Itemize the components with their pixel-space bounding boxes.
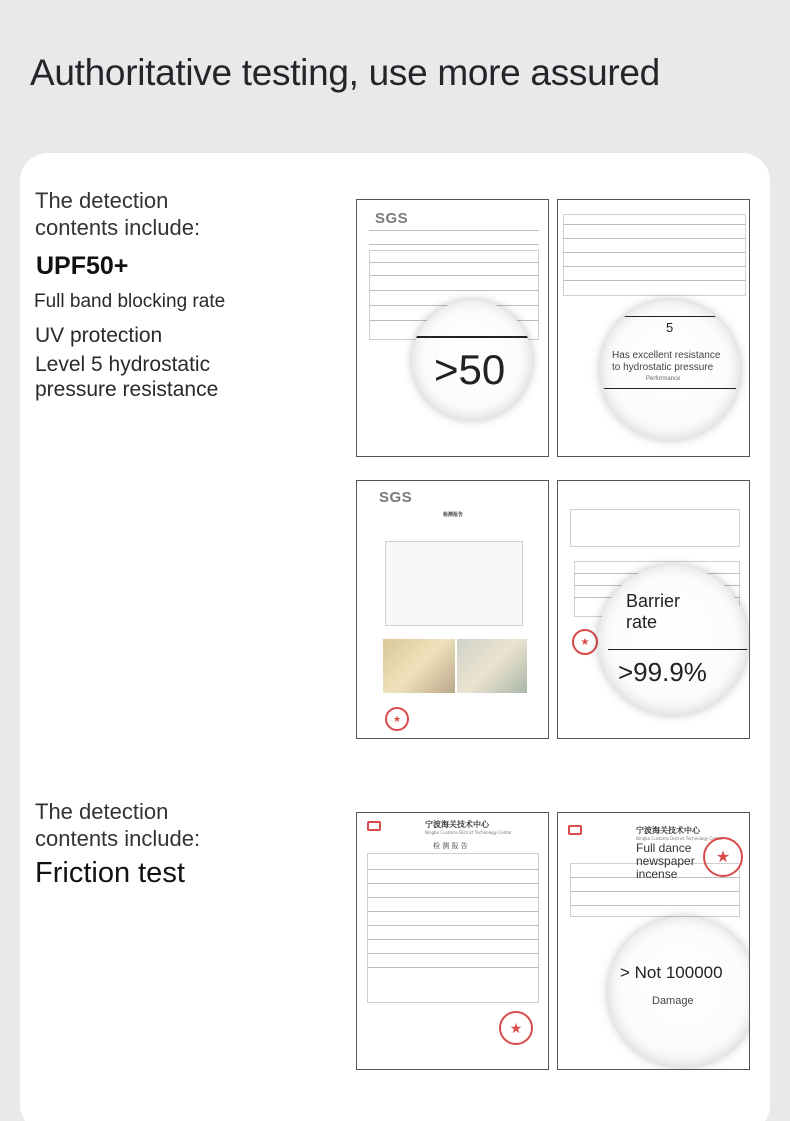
report-image-customs-damage [557,812,750,1070]
report-image-sgs-chart [356,480,549,739]
cma-logo-icon [367,821,381,831]
lens-title: Barrier rate [626,591,681,632]
lens-number: 5 [666,320,674,335]
lens-sub: Performance [646,376,681,382]
lens-value: >99.9% [618,657,707,687]
magnifier-lens [608,917,750,1067]
overlay-text: Full dance newspaper incense [636,841,695,881]
org-name: 宁波海关技术中心 [636,826,700,835]
magnifier-lens [598,565,748,715]
org-name-en: Ningbo Customs District Technology Center [636,836,723,841]
feature-hydrostatic: Level 5 hydrostatic pressure resistance [35,353,219,401]
org-name-en: Ningbo Customs District Technology Center [425,830,512,835]
lens-value: >50 [434,346,506,393]
report-image-hydrostatic [557,199,750,457]
report-title: 检 测 报 告 [433,842,468,850]
seal-icon: ★ [385,707,409,731]
fabric-sample-photo [457,639,527,693]
report-image-barrier [557,480,750,739]
report-image-sgs-upf [356,199,549,457]
sgs-logo: SGS [375,210,409,227]
magnifier-lens [412,300,532,420]
section2-lead: The detection contents include: [35,799,201,851]
magnifier-lens [600,300,740,440]
org-name: 宁波海关技术中心 [425,820,489,829]
fabric-sample-photo [383,639,455,693]
section2-highlight: Friction test [35,857,185,889]
feature-full-band: Full band blocking rate [34,291,226,312]
section1-lead: The detection contents include: [35,188,201,240]
lens-text: Has excellent resistance to hydrostatic pressure [612,350,721,373]
seal-icon: ★ [572,629,598,655]
report-title: 检测报告 [443,512,464,518]
page-headline: Authoritative testing, use more assured [30,52,660,93]
seal-icon: ★ [703,837,743,877]
cma-logo-icon [568,825,582,835]
sgs-logo: SGS [379,489,413,506]
report-image-customs-friction [356,812,549,1070]
seal-icon: ★ [499,1011,533,1045]
feature-uv: UV protection [35,324,163,347]
content-card [20,153,770,1121]
section1-highlight: UPF50+ [36,252,129,280]
lens-sub: Damage [652,995,694,1007]
lens-value: > Not 100000 [620,963,723,982]
